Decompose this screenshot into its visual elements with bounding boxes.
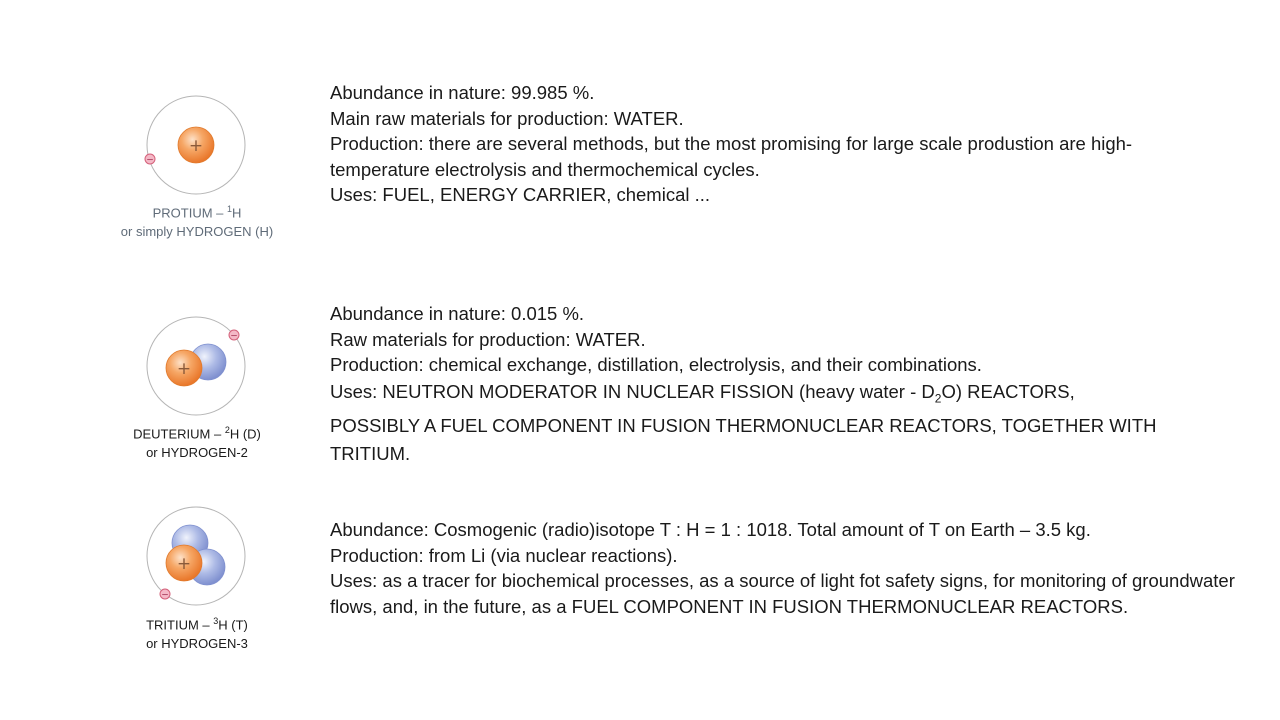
protium-symbol: H <box>232 205 242 221</box>
deuterium-uses-part2: O) REACTORS, POSSIBLY A FUEL COMPONENT IN FUSION THERMONUCLEAR REACTORS, TOGETHER WITH TRITIUM. <box>330 380 1157 465</box>
tritium-name: TRITIUM – <box>146 617 214 633</box>
deuterium-uses <box>330 378 1160 469</box>
electron-sign: − <box>230 331 238 342</box>
tritium-symbol: H (T) <box>218 617 248 633</box>
protium-alt-name: or simply HYDROGEN (H) <box>120 224 274 240</box>
electron-sign: − <box>146 155 154 166</box>
protium-mass-number: 1 <box>227 204 233 214</box>
tritium-atom-diagram <box>136 497 258 615</box>
tritium-production: Production: from Li (via nuclear reactions). <box>330 544 678 566</box>
deuterium-raw-materials: Raw materials for production: WATER. <box>330 328 646 350</box>
deuterium-mass-number: 2 <box>224 425 230 435</box>
protium-production: Production: there are several methods, but the most promising for large scale produstion are high-temperature electrolysis and thermochemical cycles. <box>330 133 1133 180</box>
protium-caption <box>96 200 298 241</box>
protium-name: PROTIUM – <box>152 205 227 221</box>
deuterium-abundance: Abundance in nature: 0.015 %. <box>330 303 585 324</box>
deuterium-atom-diagram <box>136 307 258 425</box>
tritium-uses: Uses: as a tracer for biochemical processes, as a source of light fot safety signs, for monitoring of groundwater flows, and, in the future, as a FUEL COMPONENT IN FUSION THERMONUCLEAR REACTORS. <box>330 570 1235 617</box>
tritium-mass-number: 3 <box>213 616 219 626</box>
protium-atom-diagram <box>136 86 258 204</box>
proton-sign: + <box>176 554 192 574</box>
proton-sign: + <box>176 359 192 379</box>
deuterium-name: DEUTERIUM – <box>133 426 225 442</box>
tritium-alt-name: or HYDROGEN-3 <box>146 636 248 652</box>
electron-sign: − <box>161 590 169 601</box>
deuterium-uses-subscript: 2 <box>934 391 942 406</box>
tritium-caption <box>96 612 298 653</box>
deuterium-production: Production: chemical exchange, distillation, electrolysis, and their combinations. <box>330 354 982 375</box>
deuterium-caption <box>96 421 298 462</box>
deuterium-symbol: H (D) <box>229 426 261 442</box>
protium-abundance: Abundance in nature: 99.985 %. <box>330 82 595 103</box>
tritium-abundance: Abundance: Cosmogenic (radio)isotope T : H = 1 : 1018. Total amount of T on Earth – 3.5 kg. <box>330 519 1091 540</box>
protium-info <box>330 80 1260 208</box>
protium-uses: Uses: FUEL, ENERGY CARRIER, chemical ... <box>330 184 711 205</box>
tritium-info <box>330 517 1260 619</box>
proton-sign: + <box>188 136 204 156</box>
deuterium-info <box>330 301 1260 468</box>
deuterium-uses-part1: Uses: NEUTRON MODERATOR IN NUCLEAR FISSION (heavy water - D <box>330 380 935 402</box>
deuterium-alt-name: or HYDROGEN-2 <box>146 445 248 461</box>
protium-raw-materials: Main raw materials for production: WATER. <box>330 107 684 129</box>
